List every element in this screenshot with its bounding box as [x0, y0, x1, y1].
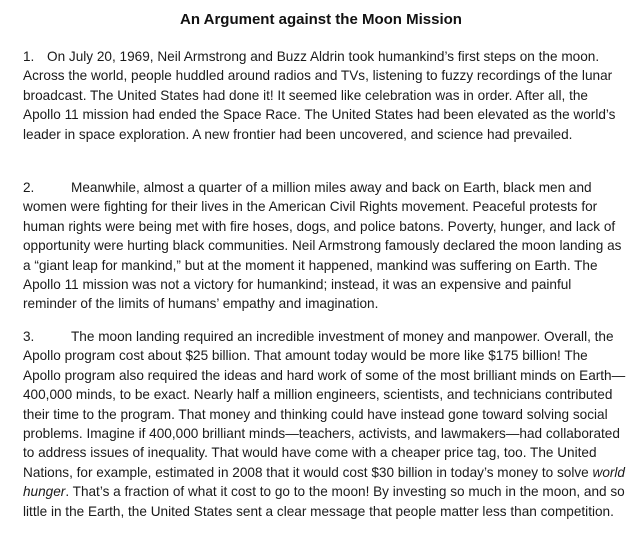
paragraph-2 — [23, 178, 628, 314]
paragraph-italic-text: world hunger — [23, 464, 625, 500]
paragraph-1 — [23, 47, 628, 144]
paragraph-number: 2. — [23, 180, 35, 195]
paragraph-number: 3. — [23, 329, 35, 344]
document-title: An Argument against the Moon Mission — [180, 11, 462, 28]
paragraph-text: The moon landing required an incredible investment of money and manpower. Overall, the Apollo program cost about $25 billion. That amount today would be more like $175 billion! The Apollo program also required the ideas and hard work of some of the most brilliant minds on Earth—400,000 minds, to be exact. Nearly half a million engineers, scientists, and technicians contributed their time to the program. That money and thinking could have instead gone toward solving social problems. Imagine if 400,000 brilliant minds—teachers, activists, and lawmakers—had collaborated to address issues of inequality. That would have come with a cheaper price tag, too. The United Nations, for example, estimated in 2008 that it would cost $30 billion in today’s money to solve — [23, 329, 626, 480]
paragraph-text: On July 20, 1969, Neil Armstrong and Buzz Aldrin took humankind’s first steps on the moon. Across the world, people huddled around radios and TVs, listening to fuzzy recordings of the lunar broadcast. The United States had done it! It seemed like celebration was in order. After all, the Apollo 11 mission had ended the Space Race. The United States had been elevated as the world’s leader in space exploration. A new frontier had been uncovered, and science had prevailed. — [23, 49, 616, 142]
paragraph-text: Meanwhile, almost a quarter of a million miles away and back on Earth, black men and women were fighting for their lives in the American Civil Rights movement. Peaceful protests for human rights were being met with fire hoses, dogs, and police batons. Poverty, hunger, and lack of opportunity were hurting black communities. Neil Armstrong famously declared the moon landing as a “giant leap for mankind,” but at the moment it happened, mankind was suffering on Earth. The Apollo 11 mission was not a victory for humankind; instead, it was an expensive and painful reminder of the limits of humans’ empathy and imagination. — [23, 180, 622, 312]
paragraph-text-continued: . That’s a fraction of what it cost to go to the moon! By investing so much in the moon, and so little in the Earth, the United States sent a clear message that people matter less than competition. — [23, 484, 625, 519]
paragraph-number: 1. — [23, 49, 35, 64]
paragraph-3 — [23, 327, 628, 521]
